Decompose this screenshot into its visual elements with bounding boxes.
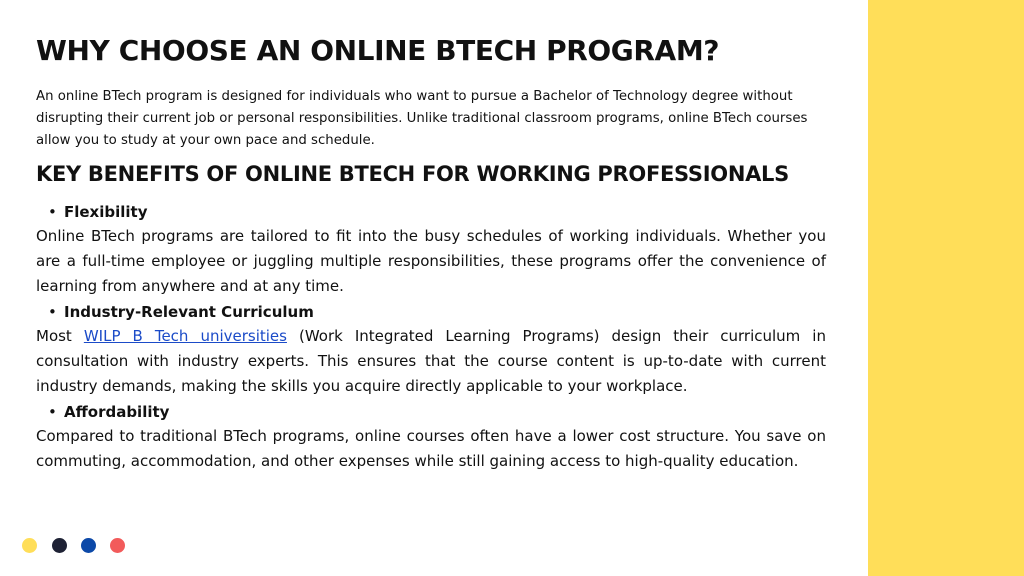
benefit-body-curriculum — [36, 324, 826, 399]
benefits-list — [36, 200, 826, 474]
benefit-body-flexibility: Online BTech programs are tailored to fit into the busy schedules of working individuals. Whether you are a full-time employee or juggling multiple responsibilities, these programs offer the convenience of learning from anywhere and at any time. — [36, 227, 826, 295]
bullet-icon: • — [48, 203, 57, 221]
bullet-icon: • — [48, 403, 57, 421]
benefit-heading-affordability — [36, 400, 826, 424]
page-title: WHY CHOOSE AN ONLINE BTECH PROGRAM? — [36, 34, 720, 67]
benefit-body-affordability: Compared to traditional BTech programs, online courses often have a lower cost structure. You save on commuting, accommodation, and other expenses while still gaining access to high-quality education. — [36, 427, 826, 470]
benefit-heading-flexibility — [36, 200, 826, 224]
body-suffix: (Work Integrated Learning Programs) design their curriculum in consultation with industry experts. This ensures that the course content is up-to-date with current industry demands, making the skills you acquire directly applicable to your workplace. — [36, 327, 826, 395]
body-prefix: Most — [36, 327, 84, 345]
navy-dot-icon — [52, 538, 67, 553]
benefit-heading-text: Affordability — [64, 403, 170, 421]
wilp-btech-universities-link[interactable]: WILP B Tech universities — [83, 327, 287, 345]
bullet-icon: • — [48, 303, 57, 321]
section-subtitle: KEY BENEFITS OF ONLINE BTECH FOR WORKING PROFESSIONALS — [36, 162, 789, 186]
benefit-heading-text: Industry-Relevant Curriculum — [64, 303, 314, 321]
yellow-dot-icon — [22, 538, 37, 553]
slide-content — [36, 33, 826, 475]
blue-dot-icon — [81, 538, 96, 553]
intro-paragraph: An online BTech program is designed for individuals who want to pursue a Bachelor of Technology degree without disrupting their current job or personal responsibilities. Unlike traditional classroom programs, online BTech courses allow you to study at your own pace and schedule. — [36, 89, 808, 148]
yellow-side-panel — [868, 0, 1024, 576]
red-dot-icon — [110, 538, 125, 553]
benefit-heading-text: Flexibility — [64, 203, 148, 221]
benefit-heading-curriculum — [36, 300, 826, 324]
